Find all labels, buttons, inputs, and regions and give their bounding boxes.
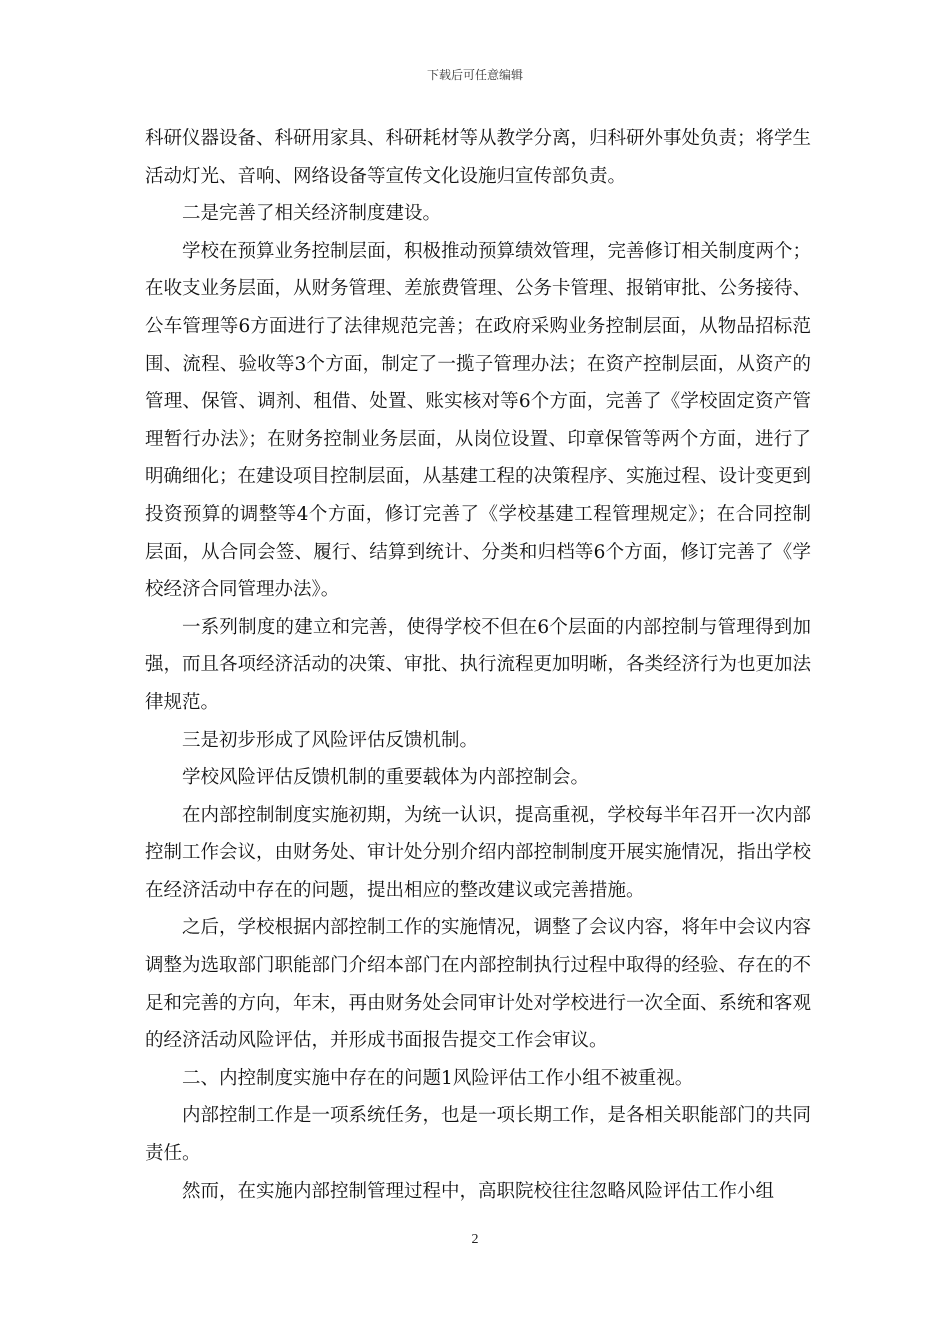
paragraph: 科研仪器设备、科研用家具、科研耗材等从教学分离，归科研外事处负责；将学生活动灯光、音响、网络设备等宣传文化设施归宣传部负责。: [145, 128, 812, 187]
paragraph: 内部控制工作是一项系统任务，也是一项长期工作，是各相关职能部门的共同责任。: [145, 1105, 812, 1165]
paragraph: 二是完善了相关经济制度建设。: [182, 203, 442, 225]
paragraph: 三是初步形成了风险评估反馈机制。: [182, 729, 479, 751]
paragraph: 之后，学校根据内部控制工作的实施情况，调整了会议内容，将年中会议内容调整为选取部门职能部门介绍本部门在内部控制执行过程中取得的经验、存在的不足和完善的方向，年末，再由财务处会同审计处对学校进行一次全面、系统和客观的经济活动风险评估，并形成书面报告提交工作会审议。: [145, 917, 812, 1052]
paragraph: 在内部控制制度实施初期，为统一认识，提高重视，学校每半年召开一次内部控制工作会议，由财务处、审计处分别介绍内部控制制度开展实施情况，指出学校在经济活动中存在的问题，提出相应的整改建议或完善措施。: [145, 804, 812, 901]
paragraph: 一系列制度的建立和完善，使得学校不但在6个层面的内部控制与管理得到加强，而且各项经济活动的决策、审批、执行流程更加明晰，各类经济行为也更加法律规范。: [145, 616, 812, 713]
page-number: 2: [471, 1232, 479, 1247]
paragraph: 二、内控制度实施中存在的问题1风险评估工作小组不被重视。: [182, 1067, 694, 1089]
body-text: [145, 120, 811, 1210]
paragraph: 学校在预算业务控制层面，积极推动预算绩效管理，完善修订相关制度两个；在收支业务层面，从财务管理、差旅费管理、公务卡管理、报销审批、公务接待、公车管理等6方面进行了法律规范完善；在政府采购业务控制层面，从物品招标范围、流程、验收等3个方面，制定了一揽子管理办法；在资产控制层面，从资产的管理、保管、调剂、租借、处置、账实核对等6个方面，完善了《学校固定资产管理暂行办法》；在财务控制业务层面，从岗位设置、印章保管等两个方面，进行了明确细化；在建设项目控制层面，从基建工程的决策程序、实施过程、设计变更到投资预算的调整等4个方面，修订完善了《学校基建工程管理规定》；在合同控制层面，从合同会签、履行、结算到统计、分类和归档等6个方面，修订完善了《学校经济合同管理办法》。: [145, 240, 812, 601]
paragraph: 学校风险评估反馈机制的重要载体为内部控制会。: [182, 767, 590, 789]
paragraph: 然而，在实施内部控制管理过程中，高职院校往往忽略风险评估工作小组: [182, 1180, 775, 1202]
page-header: 下载后可任意编辑: [426, 68, 523, 82]
